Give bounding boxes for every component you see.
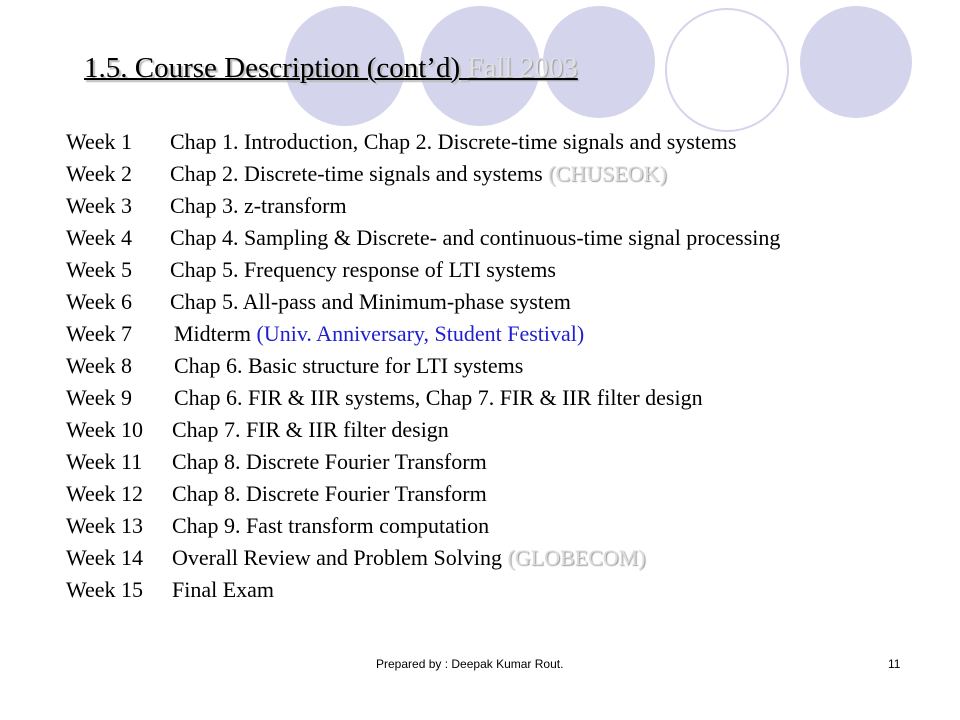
week-content: Chap 2. Discrete-time signals and systems <box>170 161 549 186</box>
week-label: Week 14 <box>66 545 144 570</box>
schedule-row <box>66 286 780 318</box>
week-label: Week 11 <box>66 449 143 474</box>
schedule-row <box>66 382 780 414</box>
week-content: Midterm <box>174 321 257 346</box>
week-label: Week 15 <box>66 577 144 602</box>
week-label: Week 3 <box>66 193 133 218</box>
week-label: Week 1 <box>66 129 133 154</box>
week-content: Chap 6. FIR & IIR systems, Chap 7. FIR & IIR filter design <box>174 385 703 410</box>
schedule-row <box>66 158 780 190</box>
week-content: Chap 7. FIR & IIR filter design <box>172 417 449 442</box>
schedule-row <box>66 574 780 606</box>
schedule-row <box>66 318 780 350</box>
week-label: Week 4 <box>66 225 133 250</box>
footer-credit: Prepared by : Deepak Kumar Rout. <box>376 657 564 671</box>
week-label: Week 10 <box>66 417 144 442</box>
decorative-ring-circle <box>665 8 789 132</box>
week-content: Overall Review and Problem Solving <box>172 545 508 570</box>
schedule-row <box>66 126 780 158</box>
week-label: Week 2 <box>66 161 133 186</box>
schedule-row <box>66 478 780 510</box>
week-note: (Univ. Anniversary, Student Festival) <box>256 321 585 346</box>
week-content: Chap 5. Frequency response of LTI systems <box>170 257 556 282</box>
week-content: Chap 6. Basic structure for LTI systems <box>174 353 524 378</box>
week-label: Week 7 <box>66 321 133 346</box>
week-label: Week 9 <box>66 385 133 410</box>
week-label: Week 13 <box>66 513 144 538</box>
schedule-row <box>66 414 780 446</box>
week-label: Week 12 <box>66 481 144 506</box>
schedule-row <box>66 190 780 222</box>
slide-title-main: 1.5. Course Description (cont’d) <box>84 52 468 84</box>
schedule-row <box>66 254 780 286</box>
week-content: Final Exam <box>172 577 275 602</box>
slide-title <box>84 52 578 85</box>
weekly-schedule <box>66 126 780 606</box>
week-label: Week 6 <box>66 289 133 314</box>
schedule-row <box>66 222 780 254</box>
schedule-row <box>66 510 780 542</box>
week-content: Chap 8. Discrete Fourier Transform <box>172 481 487 506</box>
week-label: Week 8 <box>66 353 133 378</box>
week-note: (CHUSEOK) <box>548 161 667 186</box>
schedule-row <box>66 542 780 574</box>
week-note: (GLOBECOM) <box>507 545 646 570</box>
week-content: Chap 9. Fast transform computation <box>172 513 490 538</box>
week-content: Chap 8. Discrete Fourier Transform <box>172 449 487 474</box>
schedule-row <box>66 350 780 382</box>
week-content: Chap 1. Introduction, Chap 2. Discrete-time signals and systems <box>170 129 737 154</box>
slide-title-term: Fall 2003 <box>467 52 578 84</box>
week-content: Chap 4. Sampling & Discrete- and continuous-time signal processing <box>170 225 781 250</box>
week-label: Week 5 <box>66 257 133 282</box>
schedule-row <box>66 446 780 478</box>
week-content: Chap 5. All-pass and Minimum-phase system <box>170 289 571 314</box>
decorative-circle-4 <box>800 6 912 118</box>
page-number: 11 <box>888 657 901 671</box>
week-content: Chap 3. z-transform <box>170 193 347 218</box>
